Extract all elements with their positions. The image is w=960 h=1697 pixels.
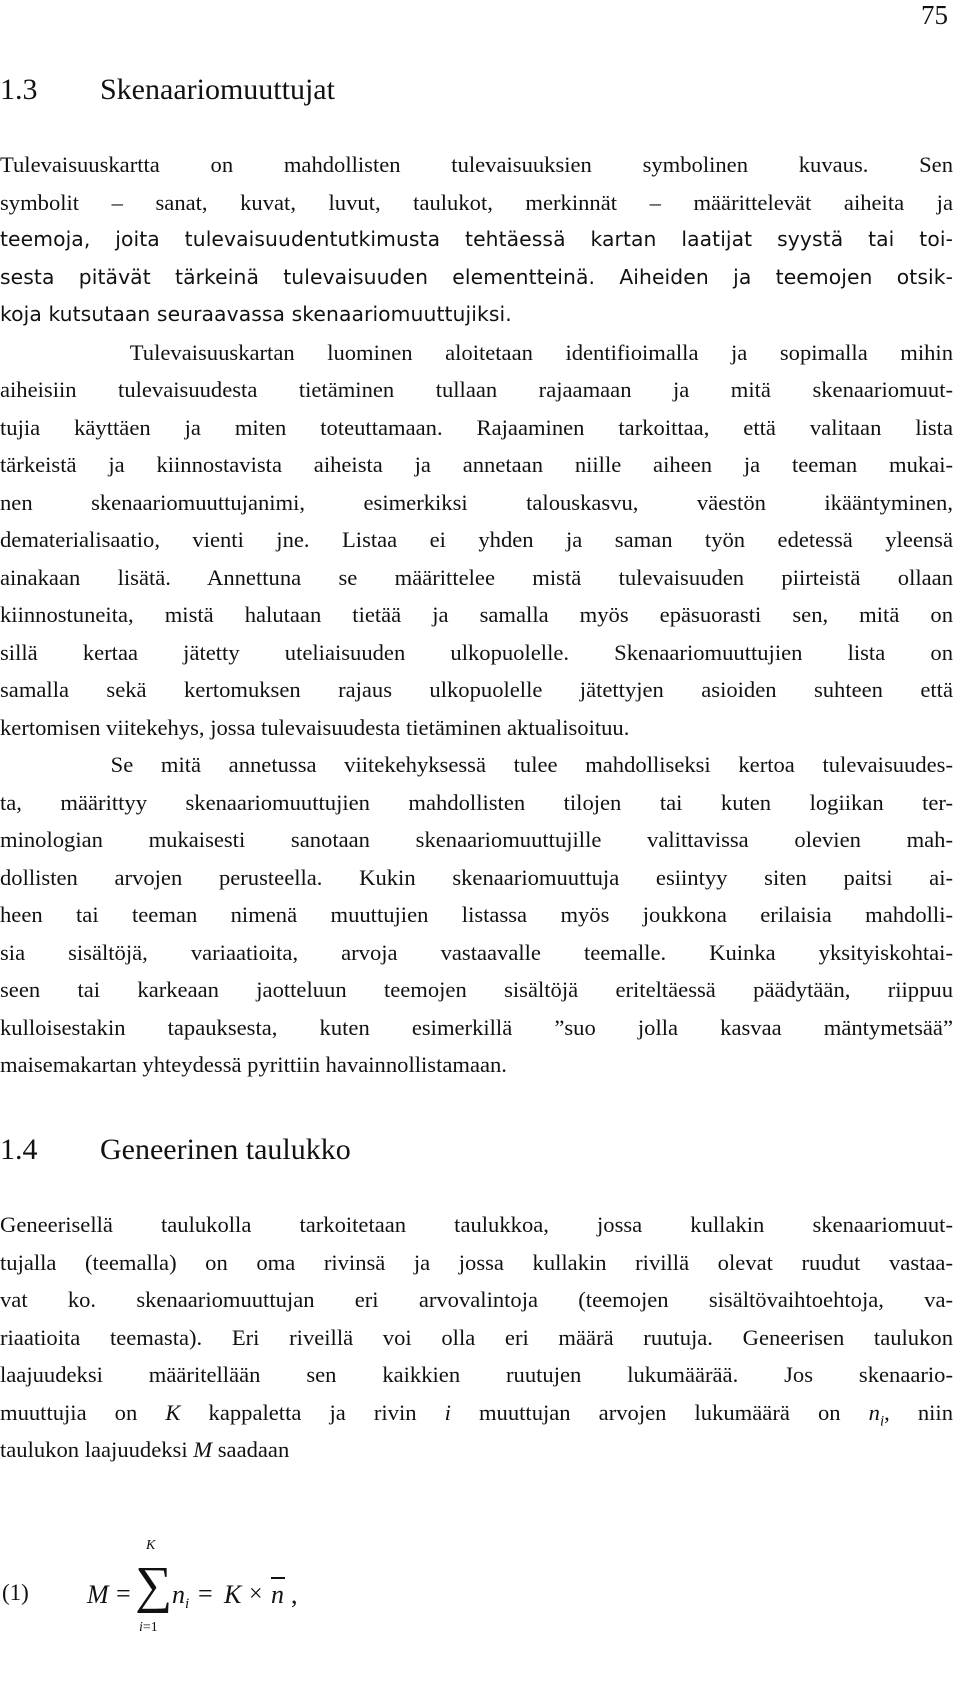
equation-lhs: M [87,1580,109,1609]
section-number: 1.3 [0,73,38,106]
section-heading-1-3 [0,72,335,108]
sum-start: =1 [142,1620,158,1635]
sum-index: i [139,1620,143,1635]
equals-sign: = [198,1579,213,1608]
text-line: maisemakartan yhteydessä pyrittiin havainnollistamaan. [0,1052,507,1077]
text-line: kiinnostuneita, mistä halutaan tietää ja samalla myös epäsuorasti sen, mitä on [0,602,953,627]
sum-term: n [172,1580,185,1609]
equation-label: (1) [2,1580,29,1605]
times-sign: × [249,1581,263,1607]
text-line: ainakaan lisätä. Annettuna se määrittelee mistä tulevaisuuden piirteistä ollaan [0,564,953,590]
rhs-k: K [224,1580,242,1609]
text-line: symbolit – sanat, kuvat, luvut, taulukot, merkinnät – määrittelevät aiheita ja [0,189,953,215]
text-line: aiheisiin tulevaisuudesta tietäminen tullaan rajaamaan ja mitä skenaariomuut- [0,377,953,402]
text-line: nen skenaariomuuttujanimi, esimerkiksi talouskasvu, väestön ikääntyminen, [0,489,953,515]
text-line: dollisten arvojen perusteella. Kukin skenaariomuuttuja esiintyy siten paitsi ai- [0,864,953,890]
text-line: sesta pitävät tärkeinä tulevaisuuden elementteinä. Aiheiden ja teemojen otsik- [0,264,953,289]
section-number: 1.4 [0,1133,38,1166]
summation-symbol: ∑ [135,1557,173,1614]
mean-bar [271,1577,285,1579]
text-line: sia sisältöjä, variaatioita, arvoja vastaavalle teemalle. Kuinka yksityiskohtai- [0,939,953,965]
text-line: samalla sekä kertomuksen rajaus ulkopuolelle jätettyjen asioiden suhteen että [0,677,953,702]
sum-term-subscript: i [185,1596,190,1612]
math-symbol: i [444,1399,451,1425]
math-symbol: $n_i$ [868,1399,885,1430]
text-line: heen tai teeman nimenä muuttujien listassa myös joukkona erilaisia mahdolli- [0,902,953,927]
text-line: dematerialisaatio, vienti jne. Listaa ei yhden ja saman työn edetessä yleensä [0,527,953,552]
sum-lower-limit [139,1620,158,1636]
text-line: Se mitä annetussa viitekehyksessä tulee mahdolliseksi kertoa tulevaisuudes- [0,752,953,777]
text-line: muuttujia on K kappaletta ja rivin i muuttujan arvojen lukumäärä on $n_i$, niin [0,1399,953,1430]
text-line: kulloisestakin tapauksesta, kuten esimerkillä ”suo jolla kasvaa mäntymetsää” [0,1014,953,1040]
section-1-3-body [0,146,953,1084]
sum-upper-limit: K [146,1538,156,1553]
text-line: ta, määrittyy skenaariomuuttujien mahdollisten tilojen tai kuten logiikan ter- [0,789,953,815]
text-line: tärkeistä ja kiinnostavista aiheista ja annetaan niille aiheen ja teeman mukai- [0,452,953,477]
text-line: teemoja, joita tulevaisuudentutkimusta tehtäessä kartan laatijat syystä tai toi- [0,227,953,251]
text-line: riaatioita teemasta). Eri riveillä voi olla eri määrä ruutuja. Geneerisen taulukon [0,1324,953,1350]
text-line: tujalla (teemalla) on oma rivinsä ja jossa kullakin rivillä olevat ruudut vastaa- [0,1249,953,1275]
text-line: vat ko. skenaariomuuttujan eri arvovalintoja (teemojen sisältövaihtoehtoja, va- [0,1287,953,1312]
math-symbol: M [193,1437,213,1462]
text-line: minologian mukaisesti sanotaan skenaariomuuttujille valittavissa olevien mah- [0,827,953,852]
section-title: Geneerinen taulukko [100,1133,351,1166]
section-1-4-body [0,1206,953,1469]
rhs-n-mean: n [271,1580,284,1609]
text-line: tujia käyttäen ja miten toteuttamaan. Rajaaminen tarkoittaa, että valitaan lista [0,414,953,440]
text-line: laajuudeksi määritellään sen kaikkien ruutujen lukumäärää. Jos skenaario- [0,1362,953,1387]
equation-comma: , [291,1580,298,1609]
text-line: koja kutsutaan seuraavassa skenaariomuuttujiksi. [0,302,512,326]
equation-1 [0,1440,960,1697]
section-heading-1-4 [0,1132,351,1168]
text-line: taulukon laajuudeksi M saadaan [0,1437,290,1462]
text-line: Geneerisellä taulukolla tarkoitetaan taulukkoa, jossa kullakin skenaariomuut- [0,1212,953,1237]
text-line: Tulevaisuuskartta on mahdollisten tulevaisuuksien symbolinen kuvaus. Sen [0,152,953,177]
page-number: 75 [921,0,948,30]
section-title: Skenaariomuuttujat [100,73,335,106]
text-line: seen tai karkeaan jaotteluun teemojen sisältöjä eriteltäessä päädytään, riippuu [0,977,953,1002]
text-line: Tulevaisuuskartan luominen aloitetaan identifioimalla ja sopimalla mihin [0,339,953,365]
text-line: sillä kertaa jätetty uteliaisuuden ulkopuolelle. Skenaariomuuttujien lista on [0,639,953,665]
math-symbol: K [165,1399,181,1425]
equals-sign: = [116,1579,131,1608]
text-line: kertomisen viitekehys, jossa tulevaisuudesta tietäminen aktualisoituu. [0,714,630,740]
